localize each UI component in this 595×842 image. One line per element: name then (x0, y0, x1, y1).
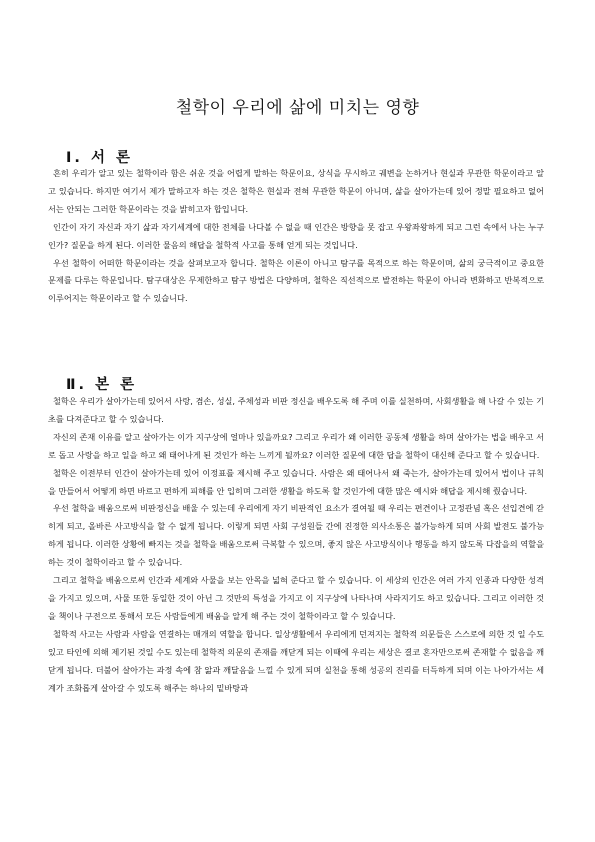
paragraph: 철학은 이전부터 인간이 살아가는데 있어 이정표를 제시해 주고 있습니다. 사람은 왜 태어나서 왜 죽는가, 살아가는데 있어서 법이나 규칙을 만들어서 어떻게 하면 바르고 편하게 피해를 안 입히며 그러한 생활을 하도록 할 것인가에 대한 많은 예시와 해답을 제시해 줬습니다. (48, 467, 544, 496)
paragraph: 철학적 사고는 사람과 사람을 연결하는 매개의 역할을 합니다. 일상생활에서 우리에게 던져지는 철학적 의문들은 스스로에 의한 것 일 수도 있고 타인에 의해 제기된 것일 수도 있는데 철학적 의문의 존재를 깨닫게 되는 이때에 우리는 세상은 결코 혼자만으로써 존재할 수 없음을 깨닫게 됩니다. 더불어 살아가는 과정 속에 참 앎과 깨달음을 느낄 수 있게 되며 실천을 통해 성공의 진리를 터득하게 되며 이는 나아가서는 세계가 조화롭게 살아갈 수 있도록 해주는 하나의 밑바탕과 (48, 628, 544, 693)
paragraph: 우선 철학이 어떠한 학문이라는 것을 살펴보고자 합니다. 철학은 이론이 아니고 탐구를 목적으로 하는 학문이며, 삶의 궁극적이고 중요한 문제를 다루는 학문입니다. 탐구대상은 무제한하고 탐구 방법은 다양하며, 철학은 직선적으로 발전하는 학문이 아니라 변화하고 반복적으로 이루어지는 학문이라고 할 수 있습니다. (48, 257, 544, 304)
paragraph: 흔히 우리가 알고 있는 철학이라 함은 쉬운 것을 어렵게 말하는 학문이요, 상식을 무시하고 궤변을 논하거나 현실과 무관한 학문이라고 알고 있습니다. 하지만 여기서 제가 말하고자 하는 것은 철학은 현실과 전혀 무관한 학문이 아니며, 삶을 살아가는데 있어 정말 필요하고 없어서는 안되는 그러한 학문이라는 것을 밝히고자 합입니다. (48, 168, 544, 214)
page-title: 철학이 우리에 삶에 미치는 영향 (175, 98, 420, 118)
paragraph: 자신의 존재 이유를 알고 살아가는 이가 지구상에 얼마나 있을까요? 그리고 우리가 왜 이러한 공동체 생활을 하며 살아가는 법을 배우고 서로 돕고 사랑을 하고 일을 하고 왜 태어나게 된 것인가 하는 느끼게 될까요? 이러한 질문에 대한 답을 철학이 대신해 준다고 할 수 있습니다. (48, 431, 544, 460)
section-body-main (48, 393, 544, 697)
section-heading-introduction: Ⅰ. 서 론 (66, 150, 134, 166)
paragraph: 인간이 자기 자신과 자기 삶과 자기세계에 대한 전체를 나다볼 수 없을 때 인간은 방향을 못 잡고 우왕좌왕하게 되고 그런 속에서 나는 누구인가? 질문을 하게 된다. 이러한 물음의 해답을 철학적 사고를 통해 얻게 되는 것입니다. (48, 221, 544, 250)
section-heading-main-body: Ⅱ. 본 론 (66, 377, 138, 393)
paragraph: 그리고 철학을 배움으로써 인간과 세계와 사물을 보는 안목을 넓혀 준다고 할 수 있습니다. 이 세상의 인간은 여러 가지 인종과 다양한 성격을 가지고 있으며, 사물 또한 동일한 것이 아닌 그 것만의 특성을 가지고 이 지구상에 나타나며 사라지기도 하고 있습니다. 그리고 이러한 것을 책이나 구전으로 통해서 모든 사람들에게 배움을 알게 해 주는 것이 철학이라고 할 수 있습니다. (48, 575, 544, 621)
paragraph: 우선 철학을 배움으로써 비판정신을 배울 수 있는데 우리에게 자기 비판적인 요소가 결여될 때 우리는 편견이나 고정관념 혹은 선입견에 갇히게 되고, 올바른 사고방식을 할 수 없게 됩니다. 이렇게 되면 사회 구성원들 간에 진정한 의사소통은 불가능하게 되며 사회 발전도 불가능하게 됩니다. 이러한 상황에 빠지는 것을 철학을 배움으로써 극복할 수 있으며, 좋지 않은 사고방식이나 행동을 하지 않도록 다잡을의 역할을 하는 것이 철학이라고 할 수 있습니다. (48, 503, 544, 568)
section-body-introduction (48, 165, 544, 308)
paragraph: 철학은 우리가 살아가는데 있어서 사랑, 겸손, 성실, 주체성과 비판 정신을 배우도록 해 주며 이를 실천하며, 사회생활을 해 나갈 수 있는 기초를 다져준다고 할 수 있습니다. (48, 396, 544, 424)
